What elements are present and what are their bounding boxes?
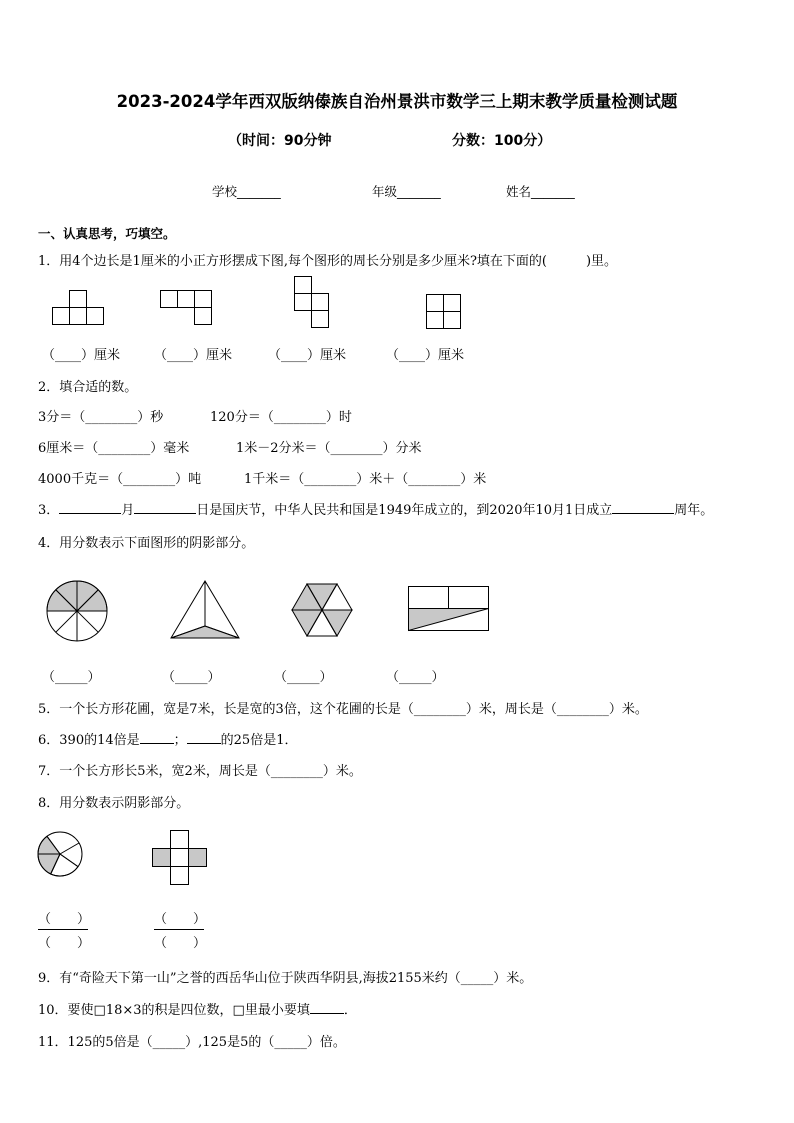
q10-blank[interactable]: [310, 1001, 344, 1014]
page-title: 2023-2024学年西双版纳傣族自治州景洪市数学三上期末教学质量检测试题: [116, 92, 678, 111]
q2-item-2a[interactable]: 6厘米＝（________）毫米: [38, 441, 190, 456]
q1-answer-1[interactable]: （____）厘米: [42, 348, 121, 363]
exam-score: 分数：100分）: [452, 133, 552, 149]
q4-circle-figure: [46, 580, 110, 644]
q4-answer-2[interactable]: （_____）: [162, 670, 221, 685]
fraction-bar: [154, 929, 204, 930]
q1-answer-2[interactable]: （____）厘米: [154, 348, 233, 363]
question-2-text: 2．填合适的数。: [38, 380, 138, 395]
q6-blank-2[interactable]: [187, 731, 221, 744]
q4-answer-3[interactable]: （_____）: [274, 670, 333, 685]
q3-blank-day[interactable]: [134, 501, 196, 514]
question-11-text[interactable]: 11．125的5倍是（_____）,125是5的（_____）倍。: [38, 1035, 346, 1050]
grade-field[interactable]: 年级_______: [372, 184, 441, 199]
q3-blank-month[interactable]: [59, 501, 121, 514]
question-9-text[interactable]: 9．有“奇险天下第一山”之誉的西岳华山位于陕西华阴县,海拔2155米约（_____）米。: [38, 971, 533, 986]
q8-cross-figure: [152, 830, 212, 888]
q3-blank-years[interactable]: [612, 501, 674, 514]
section-heading: 一、认真思考，巧填空。: [38, 226, 176, 241]
q4-answer-1[interactable]: （_____）: [42, 670, 101, 685]
question-3-text: 3． 月 日是国庆节，中华人民共和国是1949年成立的，到2020年10月1日成立 周年。: [38, 503, 714, 518]
q8-fraction-2-numerator: （ ）: [154, 912, 207, 927]
q8-fraction-2-denominator: （ ）: [154, 936, 207, 951]
q6-blank-1[interactable]: [140, 731, 174, 744]
q8-circle-figure: [38, 832, 86, 880]
q2-item-1b[interactable]: 120分＝（________）时: [210, 410, 352, 425]
q1-shape-4: [426, 294, 466, 334]
fraction-bar: [38, 929, 88, 930]
question-6-text: 6．390的14倍是 ； 的25倍是1．: [38, 733, 298, 748]
exam-time: （时间：90分钟: [228, 133, 332, 149]
q8-fraction-2[interactable]: [154, 908, 207, 951]
question-8-text: 8．用分数表示阴影部分。: [38, 796, 190, 811]
q2-item-2b[interactable]: 1米－2分米＝（________）分米: [236, 441, 422, 456]
question-4-text: 4．用分数表示下面图形的阴影部分。: [38, 536, 255, 551]
question-5-text[interactable]: 5．一个长方形花圃，宽是7米，长是宽的3倍，这个花圃的长是（________）米，周长是（________）米。: [38, 702, 648, 717]
q1-answer-4[interactable]: （____）厘米: [386, 348, 465, 363]
q8-fraction-1[interactable]: [38, 908, 91, 951]
q2-item-3a[interactable]: 4000千克＝（________）吨: [38, 472, 202, 487]
q4-answer-4[interactable]: （_____）: [386, 670, 445, 685]
q1-shape-2: [160, 290, 216, 328]
name-field[interactable]: 姓名_______: [506, 184, 575, 199]
question-10-text: 10．要使□18×3的积是四位数，□里最小要填 ．: [38, 1003, 357, 1018]
school-field[interactable]: 学校_______: [212, 184, 281, 199]
q2-item-3b[interactable]: 1千米＝（________）米＋（________）米: [244, 472, 487, 487]
question-1-text: 1．用4个边长是1厘米的小正方形摆成下图,每个图形的周长分别是多少厘米?填在下面的( )里。: [38, 254, 618, 269]
q8-fraction-1-denominator: （ ）: [38, 936, 91, 951]
q4-hexagon-figure: [290, 580, 356, 642]
q1-answer-3[interactable]: （____）厘米: [268, 348, 347, 363]
q1-shape-1: [52, 290, 108, 328]
question-7-text[interactable]: 7．一个长方形长5米，宽2米，周长是（________）米。: [38, 764, 362, 779]
q8-fraction-1-numerator: （ ）: [38, 912, 91, 927]
q2-item-1a[interactable]: 3分＝（________）秒: [38, 410, 164, 425]
q4-triangle-figure: [170, 580, 244, 642]
q4-rectangle-figure: [408, 586, 492, 634]
q1-shape-3: [294, 276, 334, 332]
